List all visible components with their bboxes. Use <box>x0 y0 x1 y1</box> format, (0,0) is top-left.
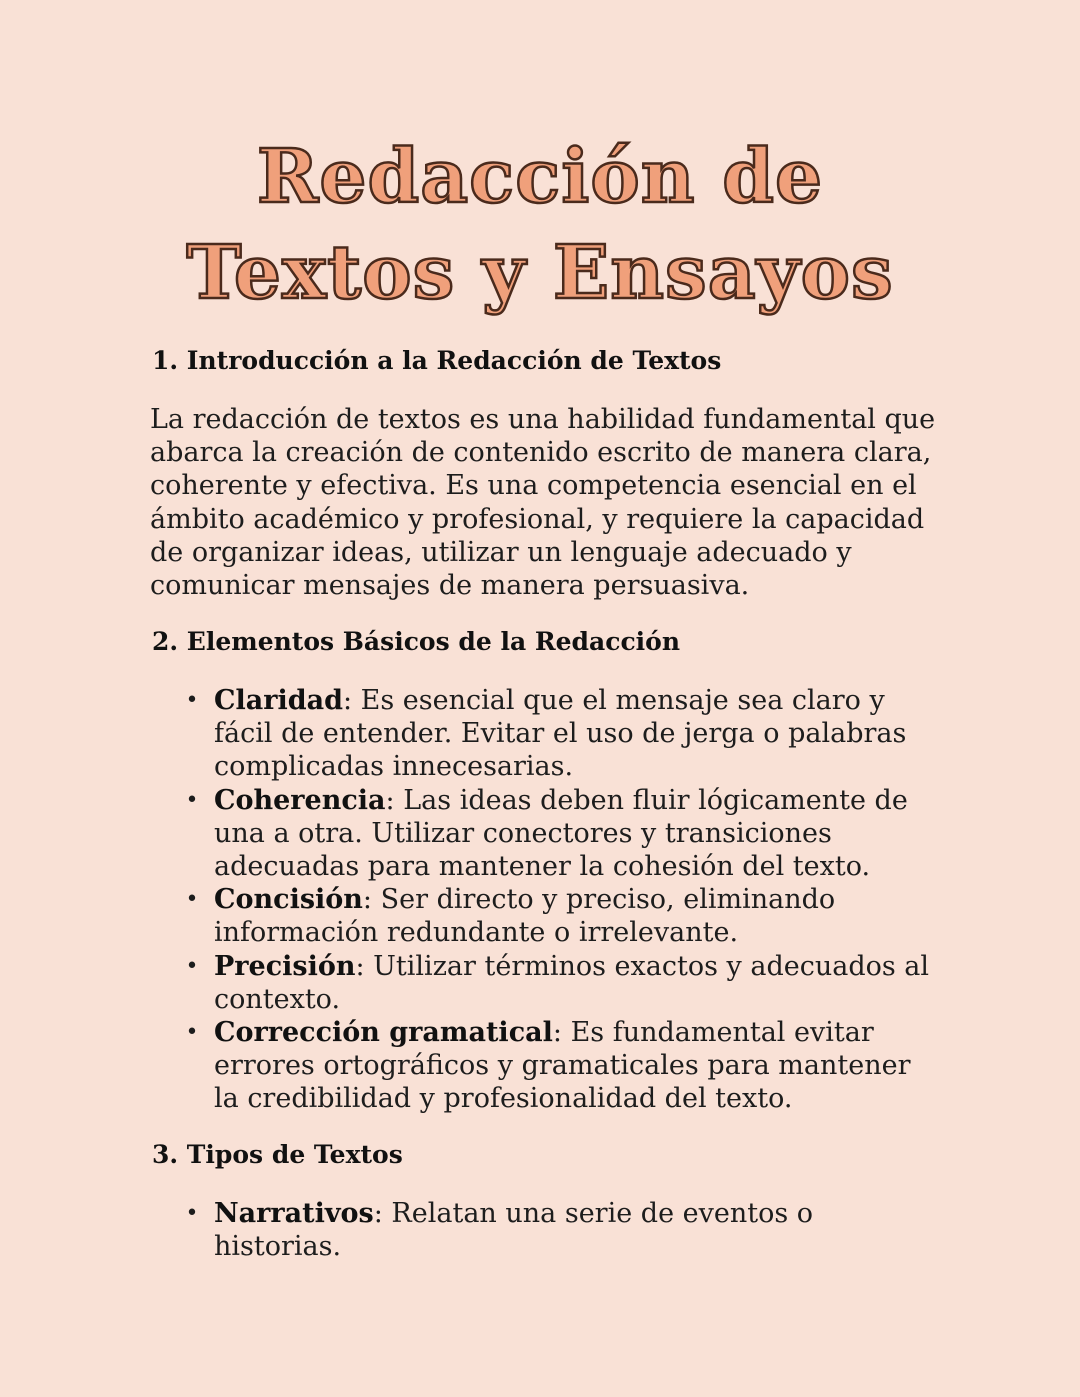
section-3-list <box>0 1197 1080 1263</box>
bullet-icon: • <box>185 688 199 713</box>
definition-claridad: : Es esencial que el mensaje sea claro y fácil de entender. Evitar el uso de jerga o palabras complicadas innecesarias. <box>214 685 907 783</box>
definition-precision: : Utilizar términos exactos y adecuados al contexto. <box>214 950 930 1015</box>
definition-narrativos: : Relatan una serie de eventos o historias. <box>214 1198 814 1263</box>
title-line-1: Redacción de <box>256 134 824 220</box>
term-precision: Precisión <box>214 950 356 982</box>
list-item-precision <box>185 950 934 1016</box>
term-narrativos: Narrativos <box>214 1198 374 1229</box>
bullet-icon: • <box>185 787 199 813</box>
title-line-2: Textos y Ensayos <box>186 230 894 316</box>
list-item-concision <box>185 883 934 949</box>
bullet-icon: • <box>185 1020 199 1046</box>
section-1-paragraph: La redacción de textos es una habilidad fundamental que abarca la creación de contenido escrito de manera clara, coherente y efectiva. Es una competencia esencial en el ámbito académico y profesional, y requiere la capacidad de organizar ideas, utilizar un lenguaje adecuado y comunicar mensajes de manera persuasiva. <box>150 404 936 602</box>
bullet-icon: • <box>185 887 199 913</box>
definition-concision: : Ser directo y preciso, eliminando información redundante o irrelevante. <box>214 884 836 949</box>
bullet-icon: • <box>185 1201 199 1226</box>
term-concision: Concisión <box>214 884 363 916</box>
term-correccion-gramatical: Corrección gramatical <box>214 1017 553 1049</box>
term-claridad: Claridad <box>214 685 343 716</box>
list-item-claridad <box>185 684 934 784</box>
bullet-icon: • <box>185 953 199 979</box>
list-item-correccion-gramatical <box>185 1016 934 1116</box>
list-item-coherencia <box>185 784 934 884</box>
list-item-narrativos <box>185 1197 934 1263</box>
definition-coherencia: : Las ideas deben fluir lógicamente de una a otra. Utilizar conectores y transiciones adecuadas para mantener la cohesión del texto. <box>214 784 908 883</box>
section-1-heading: 1. Introducción a la Redacción de Textos <box>152 346 722 375</box>
definition-correccion-gramatical: : Es fundamental evitar errores ortográficos y gramaticales para mantener la credibilidad y profesionalidad del texto. <box>214 1017 911 1115</box>
section-3-heading: 3. Tipos de Textos <box>152 1140 403 1169</box>
section-2-list <box>0 684 1080 1116</box>
term-coherencia: Coherencia <box>214 784 386 816</box>
section-2-heading: 2. Elementos Básicos de la Redacción <box>152 627 681 656</box>
